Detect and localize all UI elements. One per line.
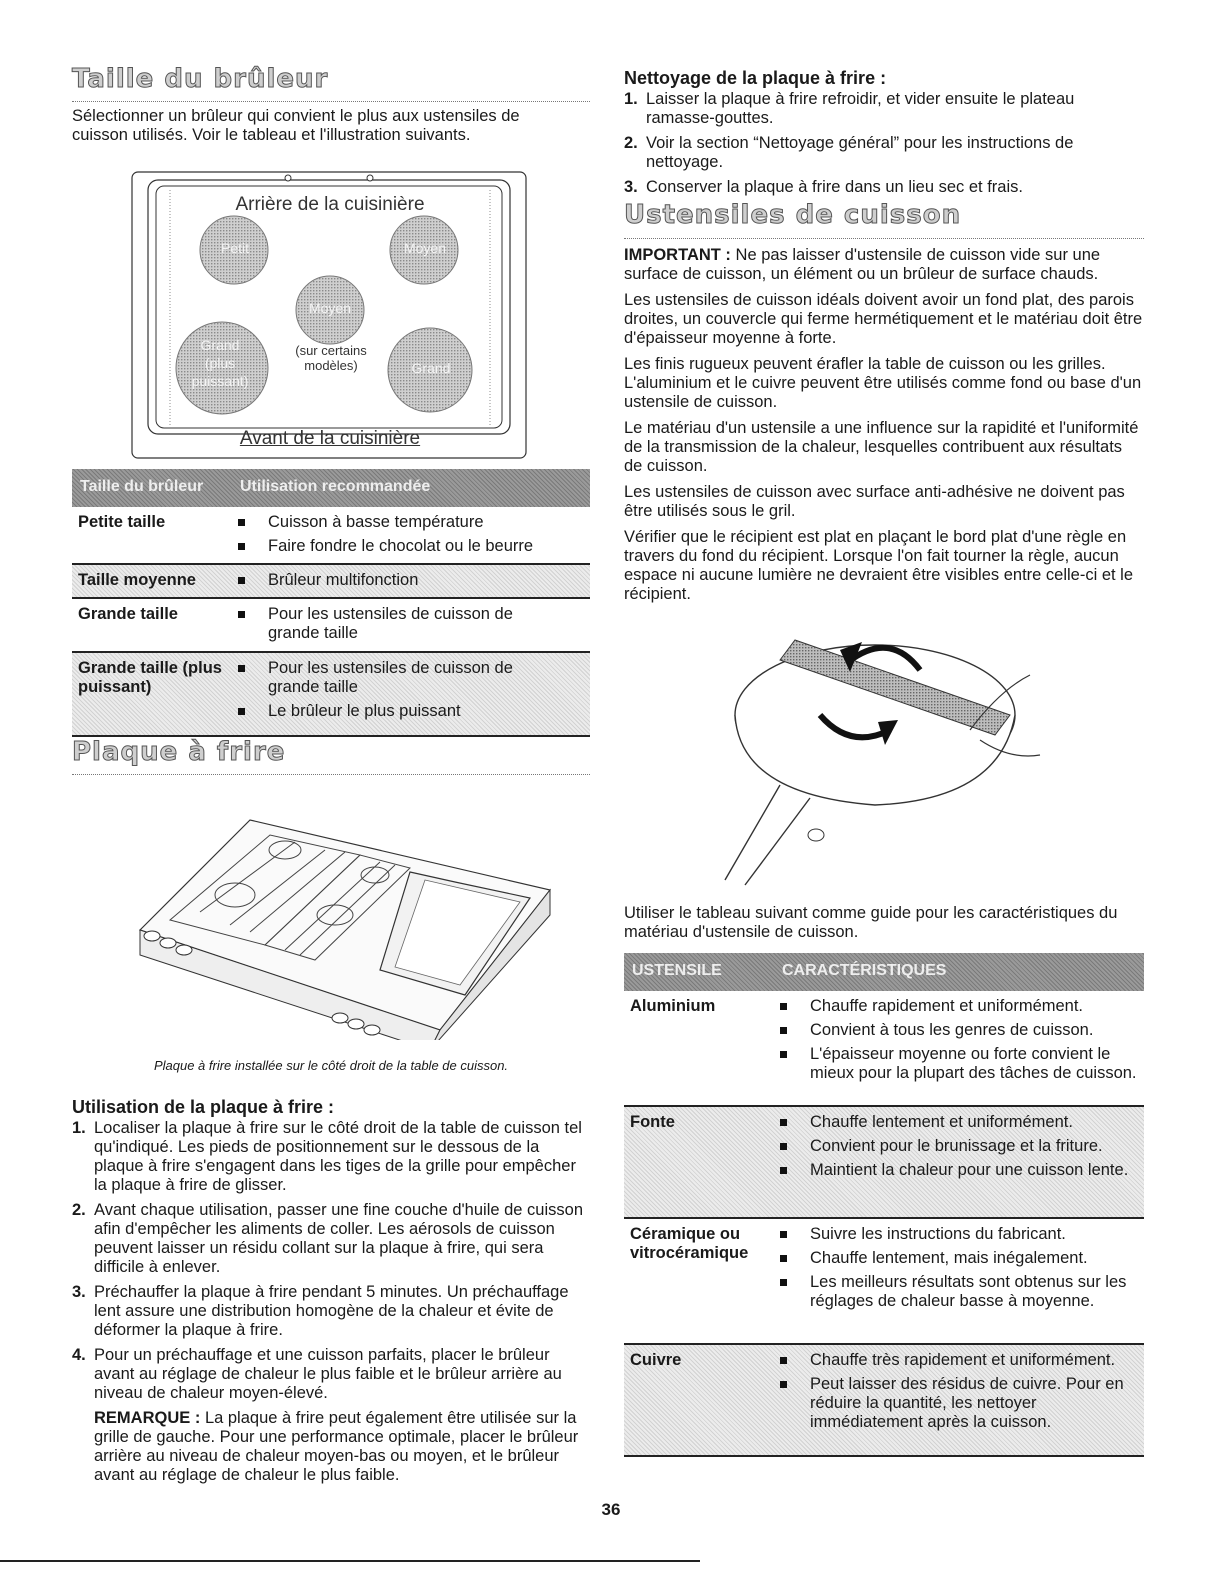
heading-rule	[624, 238, 1144, 239]
some-models-note: (sur certains modèles)	[295, 343, 367, 373]
cookware-text	[624, 246, 1144, 604]
page-number: 36	[601, 1500, 621, 1519]
pan-flatness-illustration	[700, 620, 1060, 890]
column-header: Taille du brûleur	[80, 478, 204, 495]
list-item: Brûleur multifonction	[236, 571, 586, 590]
list-item: Chauffe lentement et uniformément.	[778, 1113, 1140, 1132]
paragraph: Les finis rugueux peuvent érafler la table de cuisson ou les grilles. L'aluminium et le cuivre peuvent être utilisés comme fond ou base d'un ustensile de cuisson.	[624, 355, 1142, 411]
table-row	[624, 1107, 1144, 1219]
table-row	[624, 1219, 1144, 1345]
list-item: 3. Préchauffer la plaque à frire pendant 5 minutes. Un préchauffage lent assure une distribution homogène de la chaleur et évite de déformer la plaque à frire.	[72, 1283, 569, 1339]
paragraph: Le matériau d'un ustensile a une influence sur la rapidité et l'uniformité de la transmission de la chaleur, lesquelles contribuent aux résultats de cuisson.	[624, 419, 1139, 475]
row-key: Céramique ou vitrocéramique	[630, 1225, 749, 1262]
paragraph: Vérifier que le récipient est plat en plaçant le bord plat d'une règle en travers du fond du récipient. Lorsque l'on fait tourner la règle, aucun espace ni aucune lumière ne devraient être visibles entre celle-ci et le récipient.	[624, 528, 1134, 603]
list-item: 2. Voir la section “Nettoyage général” pour les instructions de nettoyage.	[624, 134, 1074, 171]
burner-label-medium-center: Moyen	[308, 300, 352, 316]
burner-size-heading: Taille du brûleur	[72, 64, 329, 94]
list-item: 1. Localiser la plaque à frire sur le côté droit de la table de cuisson tel qu'indiqué. Les pieds de positionnement sur le dessous de la plaque à frire s'engagent dans les tiges de la grille pour empêcher la plaque à frire de glisser.	[72, 1119, 582, 1194]
front-of-range-label: Avant de la cuisinière	[239, 428, 421, 449]
cookware-heading: Ustensiles de cuisson	[624, 200, 962, 230]
list-item: 3. Conserver la plaque à frire dans un lieu sec et frais.	[624, 178, 1023, 196]
row-key: Petite taille	[78, 513, 166, 531]
list-item: 4. Pour un préchauffage et une cuisson parfaits, placer le brûleur avant au réglage de chaleur le plus faible et le brûleur arrière au niveau de chaleur moyen-élevé. REMARQUE : La plaque à frire peut également être utilisée sur la grille de gauche. Pour une performance optimale, placer le brûleur arrière au niveau de chaleur moyen-bas ou moyen, et le brûleur avant au réglage de chaleur le plus faible.	[72, 1346, 590, 1485]
list-item: Convient à tous les genres de cuisson.	[778, 1021, 1140, 1040]
list-item: Chauffe rapidement et uniformément.	[778, 997, 1140, 1016]
table-row	[72, 507, 590, 565]
burner-usage-table	[72, 469, 590, 737]
griddle-illustration	[110, 780, 560, 1040]
cookware-material-table	[624, 953, 1144, 1457]
important-note: IMPORTANT : Ne pas laisser d'ustensile de cuisson vide sur une surface de cuisson, un élément ou un brûleur de surface chauds.	[624, 246, 1101, 283]
table-row	[72, 565, 590, 599]
list-item: Chauffe très rapidement et uniformément.	[778, 1351, 1140, 1370]
table-row	[624, 991, 1144, 1107]
list-item: 1. Laisser la plaque à frire refroidir, et vider ensuite le plateau ramasse-gouttes.	[624, 90, 1075, 127]
table-row	[72, 599, 590, 653]
griddle-cleaning-title: Nettoyage de la plaque à frire :	[624, 68, 887, 88]
burner-label-small: Petit	[220, 240, 249, 256]
table-header	[72, 469, 590, 507]
list-item: Cuisson à basse température	[236, 513, 586, 532]
column-header: Utilisation recommandée	[240, 478, 431, 495]
table-header	[624, 953, 1144, 991]
table-row	[624, 1345, 1144, 1457]
heading-rule	[72, 101, 590, 102]
list-item: Pour les ustensiles de cuisson de grande taille	[236, 605, 536, 643]
burner-label-large: Grand	[411, 360, 451, 376]
paragraph: Les ustensiles de cuisson avec surface anti-adhésive ne doivent pas être utilisés sous le gril.	[624, 483, 1125, 520]
table-intro: Utiliser le tableau suivant comme guide pour les caractéristiques du matériau d'ustensile de cuisson.	[624, 904, 1118, 941]
row-key: Cuivre	[630, 1351, 682, 1369]
table-row	[72, 653, 590, 737]
griddle-caption: Plaque à frire installée sur le côté droit de la table de cuisson.	[153, 1058, 509, 1073]
burner-label-medium-rear: Moyen	[403, 240, 447, 256]
griddle-usage-steps	[72, 1119, 590, 1491]
list-item: Maintient la chaleur pour une cuisson lente.	[778, 1161, 1140, 1180]
list-item: Les meilleurs résultats sont obtenus sur les réglages de chaleur basse à moyenne.	[778, 1273, 1140, 1311]
row-key: Fonte	[630, 1113, 675, 1131]
row-key: Taille moyenne	[78, 571, 196, 589]
row-key: Aluminium	[630, 997, 716, 1015]
column-header: CARACTÉRISTIQUES	[782, 962, 947, 979]
bottom-edge-rule	[0, 1560, 700, 1562]
list-item: Le brûleur le plus puissant	[236, 702, 536, 721]
back-of-range-label: Arrière de la cuisinière	[235, 194, 425, 215]
column-header: USTENSILE	[632, 962, 722, 979]
row-key: Grande taille (plus puissant)	[78, 659, 222, 696]
list-item: L'épaisseur moyenne ou forte convient le mieux pour la plupart des tâches de cuisson.	[778, 1045, 1140, 1083]
remark: REMARQUE : La plaque à frire peut également être utilisée sur la grille de gauche. Pour une performance optimale, placer le brûleur arrière au niveau de chaleur moyen-bas ou moyen, et le brûleur avant au réglage de chaleur le plus faible.	[94, 1409, 579, 1484]
row-key: Grande taille	[78, 605, 178, 623]
list-item: Chauffe lentement, mais inégalement.	[778, 1249, 1140, 1268]
list-item: Faire fondre le chocolat ou le beurre	[236, 537, 586, 556]
list-item: Pour les ustensiles de cuisson de grande taille	[236, 659, 536, 697]
griddle-heading: Plaque à frire	[72, 737, 286, 767]
list-item: Peut laisser des résidus de cuivre. Pour en réduire la quantité, les nettoyer immédiatement après la cuisson.	[778, 1375, 1140, 1432]
griddle-cleaning-steps	[624, 90, 1144, 203]
burner-intro: Sélectionner un brûleur qui convient le plus aux ustensiles de cuisson utilisés. Voir le tableau et l'illustration suivants.	[72, 107, 520, 144]
griddle-usage-title: Utilisation de la plaque à frire :	[72, 1097, 335, 1117]
paragraph: Les ustensiles de cuisson idéals doivent avoir un fond plat, des parois droites, un couvercle qui ferme hermétiquement et le matériau doit être d'épaisseur moyenne à forte.	[624, 291, 1143, 347]
list-item: 2. Avant chaque utilisation, passer une fine couche d'huile de cuisson afin d'empêcher les aliments de coller. Les aérosols de cuisson peuvent laisser un résidu collant sur la plaque à frire, qui sera difficile à enlever.	[72, 1201, 584, 1276]
list-item: Suivre les instructions du fabricant.	[778, 1225, 1140, 1244]
list-item: Convient pour le brunissage et la friture.	[778, 1137, 1140, 1156]
burner-label-large-powerful: Grand (plus puissant)	[191, 337, 249, 389]
heading-rule	[72, 774, 590, 775]
